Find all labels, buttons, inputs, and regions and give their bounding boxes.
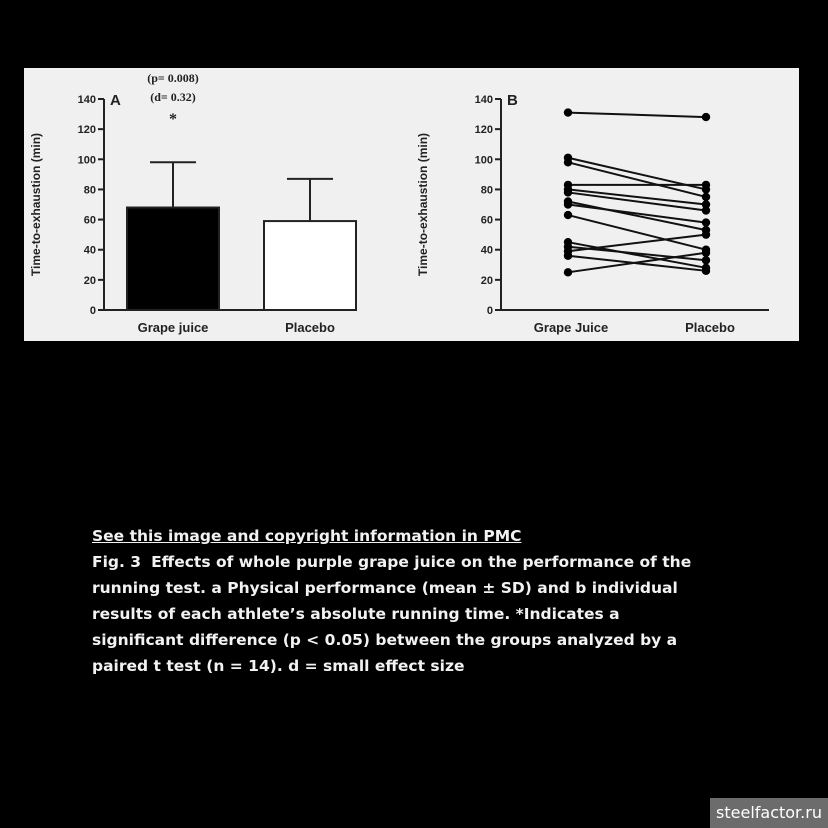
b-x-tick-label: Placebo [685, 320, 735, 335]
b-data-point [702, 218, 710, 226]
caption-text-1: Effects of whole purple grape juice on the performance of the [151, 553, 692, 571]
a-y-tick-label: 140 [77, 94, 96, 106]
b-panel-letter: B [507, 92, 518, 109]
a-y-axis-label: Time-to-exhaustion (min) [29, 132, 43, 277]
a-bar-grape-juice [127, 208, 219, 310]
b-data-point [564, 158, 572, 166]
b-data-point [564, 252, 572, 260]
b-series-line [568, 235, 706, 252]
b-data-point [702, 206, 710, 214]
b-y-tick-label: 120 [474, 124, 493, 137]
caption-line-2: running test. a Physical performance (mean ± SD) and b individual [92, 579, 678, 597]
b-data-point [702, 230, 710, 238]
b-data-point [564, 200, 572, 208]
b-data-point [564, 211, 572, 219]
a-y-tick-label: 0 [89, 305, 96, 317]
b-y-axis-label: Time-to-exhaustion (min) [416, 132, 430, 277]
b-data-point [702, 181, 710, 189]
b-y-tick-label: 100 [474, 154, 493, 167]
b-data-point [702, 267, 710, 275]
b-y-tick-label: 140 [474, 94, 493, 106]
caption-line-5: paired t test (n = 14). d = small effect size [92, 657, 465, 675]
a-x-tick-label: Placebo [285, 320, 335, 335]
b-data-point [702, 113, 710, 121]
pmc-copyright-link[interactable]: See this image and copyright information in PMC [92, 527, 522, 545]
b-data-point [702, 256, 710, 264]
a-annotation: * [169, 111, 177, 128]
b-y-tick-label: 20 [480, 274, 493, 287]
b-data-point [702, 249, 710, 257]
watermark: steelfactor.ru [710, 798, 828, 828]
a-bar-placebo [264, 221, 356, 310]
a-panel-letter: A [110, 92, 121, 109]
charts-svg [24, 68, 799, 341]
b-x-tick-label: Grape Juice [533, 320, 609, 335]
b-data-point [564, 188, 572, 196]
a-annotation: (d= 0.32) [150, 90, 196, 104]
figure-panel [24, 68, 799, 341]
figure-caption [92, 523, 772, 679]
b-y-tick-label: 80 [480, 184, 493, 197]
b-data-point [702, 193, 710, 201]
a-y-tick-label: 100 [77, 154, 96, 167]
a-y-tick-label: 40 [83, 244, 96, 257]
b-data-point [564, 108, 572, 116]
figure-label: Fig. 3 [92, 553, 142, 571]
a-y-tick-label: 20 [83, 274, 96, 287]
caption-line-3: results of each athlete’s absolute running time. *Indicates a [92, 605, 620, 623]
b-y-tick-label: 40 [480, 244, 493, 257]
b-series-line [568, 113, 706, 118]
a-x-tick-label: Grape juice [137, 320, 209, 335]
caption-line-1 [92, 549, 772, 575]
a-annotation: (p= 0.008) [147, 71, 199, 85]
b-y-tick-label: 60 [480, 214, 493, 227]
b-data-point [564, 268, 572, 276]
b-y-tick-label: 0 [486, 305, 493, 317]
a-y-tick-label: 80 [83, 184, 96, 197]
a-y-tick-label: 120 [77, 124, 96, 137]
a-y-tick-label: 60 [83, 214, 96, 227]
b-series-line [568, 201, 706, 230]
caption-line-4: significant difference (p < 0.05) between the groups analyzed by a [92, 631, 678, 649]
